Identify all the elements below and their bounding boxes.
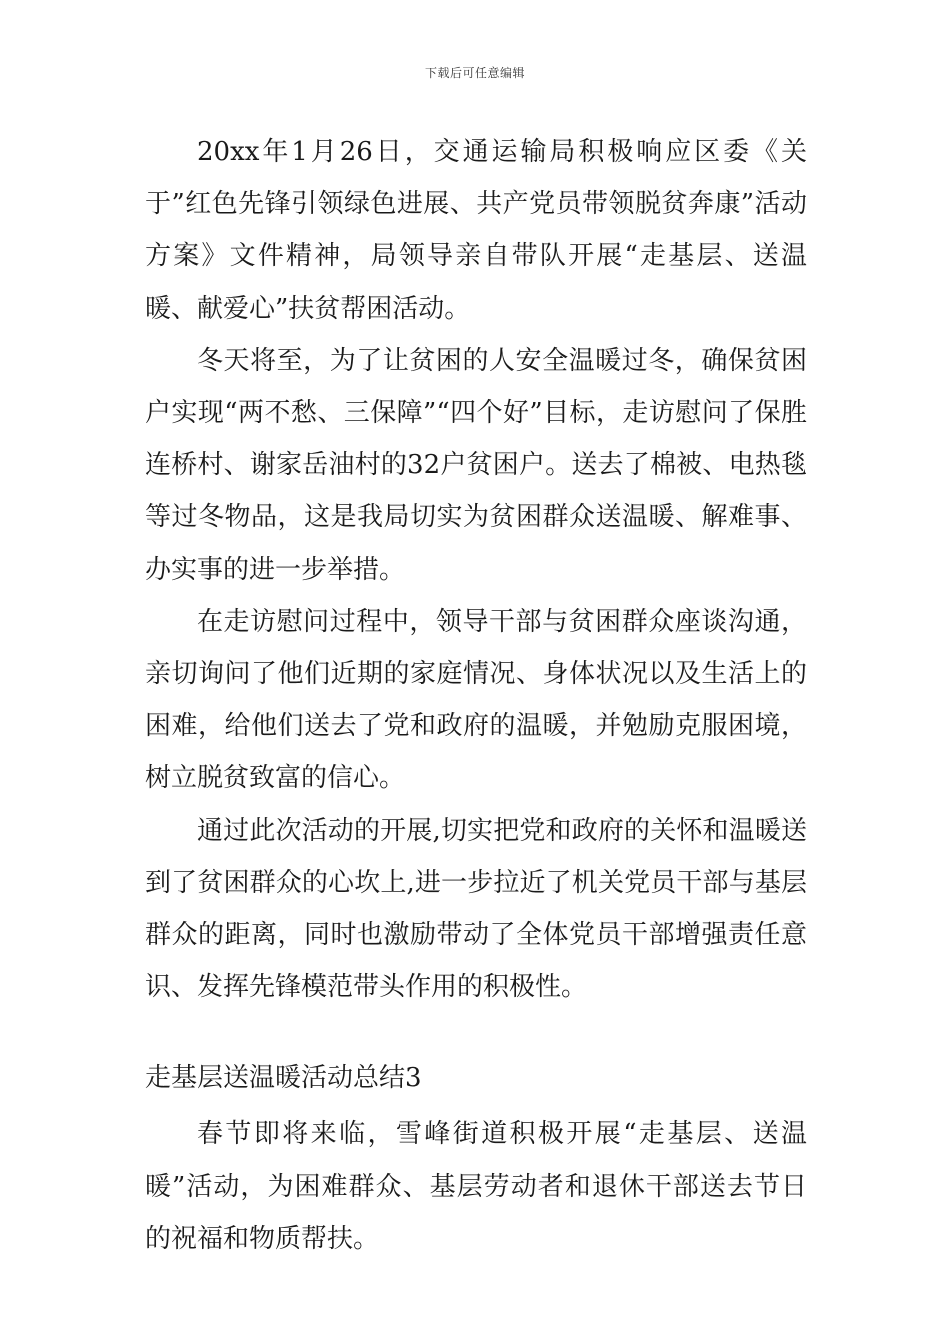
paragraph-1: 20xx年1月26日，交通运输局积极响应区委《关于”红色先锋引领绿色进展、共产党员带领脱贫奔康”活动方案》文件精神，局领导亲自带队开展“走基层、送温暖、献爱心”扶贫帮困活动。 bbox=[145, 137, 807, 324]
paragraph-3: 在走访慰问过程中，领导干部与贫困群众座谈沟通，亲切询问了他们近期的家庭情况、身体状况以及生活上的困难，给他们送去了党和政府的温暖，并勉励克服困境，树立脱贫致富的信心。 bbox=[145, 606, 807, 794]
paragraph-2: 冬天将至，为了让贫困的人安全温暖过冬，确保贫困户实现“两不愁、三保障”“四个好”目标，走访慰问了保胜连桥村、谢家岳油村的32户贫困户。送去了棉被、电热毯等过冬物品，这是我局切实为贫困群众送温暖、解难事、办实事的进一步举措。 bbox=[145, 345, 807, 585]
page-header: 下载后可任意编辑 bbox=[424, 66, 525, 80]
paragraph-4: 通过此次活动的开展,切实把党和政府的关怀和温暖送到了贫困群众的心坎上,进一步拉近了机关党员干部与基层群众的距离，同时也激励带动了全体党员干部增强责任意识、发挥先锋模范带头作用的积极性。 bbox=[145, 815, 807, 1003]
section-title: 走基层送温暖活动总结3 bbox=[145, 1063, 422, 1094]
document-body bbox=[145, 126, 807, 1265]
section-paragraph-1: 春节即将来临，雪峰街道积极开展“走基层、送温暖”活动，为困难群众、基层劳动者和退休干部送去节日的祝福和物质帮扶。 bbox=[145, 1119, 807, 1254]
